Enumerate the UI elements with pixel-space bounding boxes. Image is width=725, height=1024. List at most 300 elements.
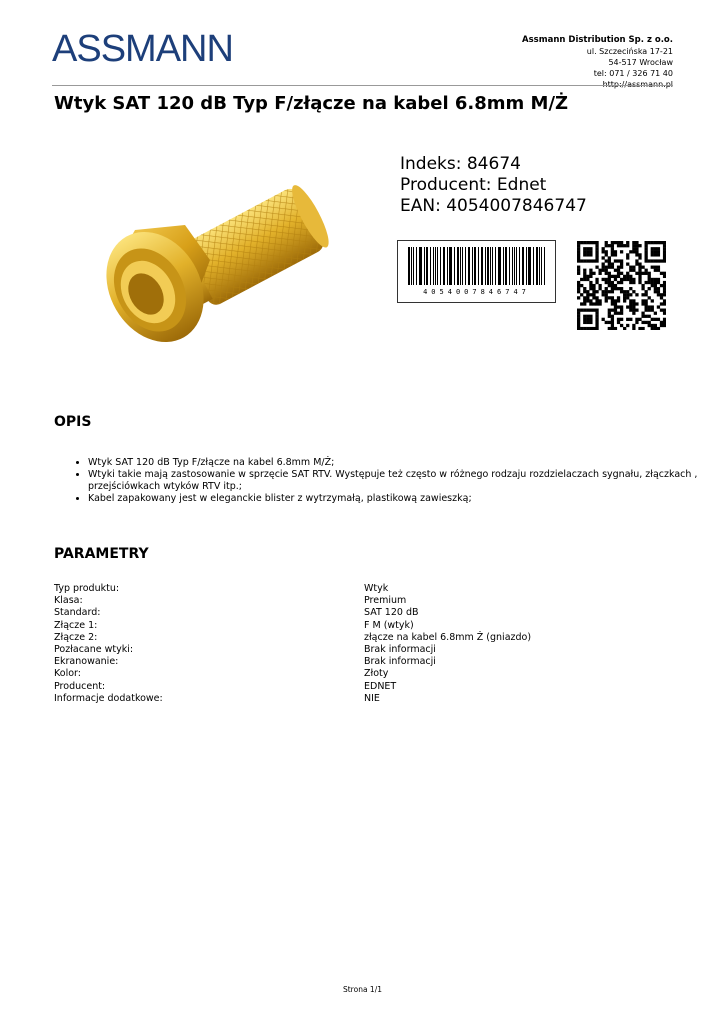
qr-module — [589, 315, 592, 318]
qr-module — [645, 302, 648, 305]
qr-module — [617, 296, 620, 299]
qr-module — [663, 259, 666, 262]
barcode-bar — [526, 247, 527, 285]
qr-module — [614, 312, 617, 315]
qr-module — [638, 281, 641, 284]
qr-module — [660, 284, 663, 287]
qr-module — [629, 266, 632, 269]
qr-module — [635, 241, 638, 244]
qr-module — [654, 253, 657, 256]
qr-module — [654, 247, 657, 250]
qr-module — [583, 253, 586, 256]
qr-module — [595, 290, 598, 293]
qr-module — [645, 290, 648, 293]
qr-module — [632, 247, 635, 250]
barcode-bar — [505, 247, 507, 285]
qr-module — [583, 259, 586, 262]
qr-module — [595, 241, 598, 244]
qr-module — [586, 293, 589, 296]
qr-module — [638, 262, 641, 265]
qr-module — [635, 247, 638, 250]
qr-module — [620, 272, 623, 275]
qr-module — [629, 299, 632, 302]
barcode-bar — [468, 247, 470, 285]
qr-module — [654, 241, 657, 244]
qr-module — [626, 305, 629, 308]
qr-module — [611, 253, 614, 256]
qr-module — [641, 284, 644, 287]
barcode-bar — [516, 247, 517, 285]
qr-module — [629, 293, 632, 296]
qr-module — [617, 312, 620, 315]
header-divider — [52, 85, 673, 86]
qr-module — [611, 318, 614, 321]
qr-module — [583, 290, 586, 293]
qr-module — [611, 324, 614, 327]
qr-module — [577, 241, 580, 244]
qr-module — [648, 309, 651, 312]
qr-module — [614, 259, 617, 262]
table-row — [54, 656, 531, 668]
barcode-bar — [492, 247, 493, 285]
qr-module — [586, 278, 589, 281]
qr-module — [589, 253, 592, 256]
qr-module — [589, 284, 592, 287]
qr-module — [657, 241, 660, 244]
param-key: Złącze 1: — [54, 619, 98, 631]
qr-module — [577, 281, 580, 284]
qr-module — [608, 315, 611, 318]
barcode-bar — [460, 247, 461, 285]
qr-module — [589, 259, 592, 262]
qr-module — [595, 253, 598, 256]
qr-module — [645, 281, 648, 284]
qr-module — [660, 302, 663, 305]
product-image — [100, 175, 335, 365]
qr-module — [586, 259, 589, 262]
qr-module — [583, 299, 586, 302]
qr-module — [645, 253, 648, 256]
qr-module — [657, 327, 660, 330]
qr-module — [608, 259, 611, 262]
qr-module — [660, 259, 663, 262]
qr-module — [598, 287, 601, 290]
qr-module — [654, 327, 657, 330]
qr-module — [592, 309, 595, 312]
qr-module — [589, 275, 592, 278]
qr-module — [595, 327, 598, 330]
qr-module — [595, 321, 598, 324]
qr-module — [626, 253, 629, 256]
qr-module — [620, 250, 623, 253]
qr-module — [611, 247, 614, 250]
qr-module — [602, 278, 605, 281]
table-row — [54, 632, 531, 644]
barcode-bar — [503, 247, 504, 285]
qr-module — [651, 299, 654, 302]
qr-module — [595, 315, 598, 318]
barcode-bar — [424, 247, 425, 285]
qr-module — [595, 312, 598, 315]
qr-module — [632, 290, 635, 293]
qr-module — [608, 275, 611, 278]
qr-module — [580, 259, 583, 262]
qr-module — [577, 272, 580, 275]
qr-module — [641, 287, 644, 290]
qr-module — [605, 272, 608, 275]
qr-module — [648, 315, 651, 318]
qr-module — [586, 327, 589, 330]
qr-module — [608, 290, 611, 293]
param-key: Informacje dodatkowe: — [54, 692, 163, 704]
qr-module — [611, 290, 614, 293]
qr-module — [645, 269, 648, 272]
page-number: Strona 1/1 — [342, 985, 382, 994]
qr-module — [629, 287, 632, 290]
qr-module — [617, 287, 620, 290]
param-value: SAT 120 dB — [364, 607, 419, 619]
qr-module — [589, 321, 592, 324]
qr-module — [648, 324, 651, 327]
qr-module — [663, 281, 666, 284]
qr-module — [611, 241, 614, 244]
qr-module — [608, 321, 611, 324]
qr-module — [629, 269, 632, 272]
qr-module — [626, 272, 629, 275]
website-link[interactable]: http://assmann.pl — [602, 80, 673, 89]
qr-module — [605, 321, 608, 324]
qr-code — [577, 241, 666, 330]
qr-module — [632, 302, 635, 305]
phone: tel: 071 / 326 71 40 — [593, 69, 673, 78]
qr-module — [651, 278, 654, 281]
qr-module — [614, 278, 617, 281]
table-row — [54, 693, 531, 705]
param-value: Brak informacji — [364, 656, 436, 668]
qr-module — [620, 312, 623, 315]
barcode-bar — [485, 247, 486, 285]
qr-module — [660, 324, 663, 327]
qr-module — [654, 269, 657, 272]
qr-module — [614, 287, 617, 290]
qr-module — [648, 321, 651, 324]
qr-module — [611, 287, 614, 290]
table-row — [54, 644, 531, 656]
qr-module — [595, 247, 598, 250]
qr-module — [648, 278, 651, 281]
qr-module — [605, 241, 608, 244]
qr-module — [632, 266, 635, 269]
qr-module — [583, 241, 586, 244]
qr-module — [632, 244, 635, 247]
barcode-bar — [512, 247, 513, 285]
barcode-bar — [522, 247, 524, 285]
qr-module — [648, 287, 651, 290]
product-producer: Producent: Ednet — [400, 175, 547, 195]
qr-module — [620, 241, 623, 244]
qr-module — [641, 315, 644, 318]
qr-module — [654, 281, 657, 284]
qr-module — [617, 244, 620, 247]
qr-module — [608, 327, 611, 330]
company-logo: ASSMANN — [52, 28, 233, 70]
barcode-bar — [430, 247, 431, 285]
qr-module — [583, 247, 586, 250]
qr-module — [605, 250, 608, 253]
qr-module — [608, 278, 611, 281]
param-value: Premium — [364, 595, 407, 607]
qr-module — [595, 324, 598, 327]
qr-module — [632, 312, 635, 315]
barcode-bar — [411, 247, 412, 285]
qr-module — [602, 290, 605, 293]
qr-module — [638, 318, 641, 321]
qr-module — [602, 293, 605, 296]
qr-module — [663, 244, 666, 247]
qr-module — [592, 302, 595, 305]
qr-module — [605, 244, 608, 247]
qr-module — [577, 321, 580, 324]
qr-module — [617, 275, 620, 278]
qr-module — [623, 293, 626, 296]
qr-module — [641, 272, 644, 275]
qr-module — [654, 290, 657, 293]
qr-module — [623, 244, 626, 247]
qr-module — [577, 309, 580, 312]
qr-module — [654, 284, 657, 287]
param-value: F M (wtyk) — [364, 619, 414, 631]
qr-module — [629, 309, 632, 312]
qr-module — [645, 315, 648, 318]
qr-module — [663, 290, 666, 293]
qr-module — [657, 247, 660, 250]
barcode-bar — [487, 247, 489, 285]
qr-module — [632, 281, 635, 284]
barcode-bars — [408, 247, 545, 285]
table-row — [54, 607, 531, 619]
qr-module — [663, 324, 666, 327]
qr-module — [589, 299, 592, 302]
qr-module — [626, 278, 629, 281]
qr-module — [651, 309, 654, 312]
qr-module — [657, 293, 660, 296]
barcode-bar — [443, 247, 445, 285]
qr-module — [583, 315, 586, 318]
qr-module — [611, 296, 614, 299]
qr-module — [632, 269, 635, 272]
qr-module — [595, 281, 598, 284]
qr-module — [651, 318, 654, 321]
qr-module — [620, 266, 623, 269]
qr-module — [611, 315, 614, 318]
qr-module — [641, 299, 644, 302]
qr-module — [660, 321, 663, 324]
barcode-bar — [416, 247, 417, 285]
qr-module — [586, 247, 589, 250]
qr-module — [663, 318, 666, 321]
qr-module — [635, 309, 638, 312]
qr-module — [651, 305, 654, 308]
qr-module — [589, 269, 592, 272]
param-key: Standard: — [54, 607, 101, 619]
qr-module — [598, 302, 601, 305]
qr-module — [583, 296, 586, 299]
qr-module — [608, 296, 611, 299]
qr-module — [586, 250, 589, 253]
qr-module — [592, 287, 595, 290]
qr-module — [651, 250, 654, 253]
qr-module — [617, 269, 620, 272]
qr-module — [602, 250, 605, 253]
qr-module — [620, 305, 623, 308]
qr-module — [635, 253, 638, 256]
qr-module — [635, 321, 638, 324]
qr-module — [617, 305, 620, 308]
opis-list — [54, 457, 708, 505]
qr-module — [592, 259, 595, 262]
qr-module — [614, 275, 617, 278]
qr-module — [645, 293, 648, 296]
parametry-heading: PARAMETRY — [54, 546, 149, 562]
qr-module — [635, 262, 638, 265]
qr-module — [663, 284, 666, 287]
qr-module — [638, 256, 641, 259]
qr-module — [620, 281, 623, 284]
qr-module — [617, 281, 620, 284]
qr-module — [605, 278, 608, 281]
param-value: EDNET — [364, 680, 397, 692]
qr-module — [577, 244, 580, 247]
product-info — [400, 154, 587, 217]
barcode-bar — [447, 247, 448, 285]
barcode-bar — [474, 247, 476, 285]
qr-module — [638, 327, 641, 330]
qr-module — [577, 256, 580, 259]
qr-module — [614, 309, 617, 312]
qr-module — [580, 309, 583, 312]
company-address — [522, 35, 673, 90]
qr-module — [614, 253, 617, 256]
barcode-bar — [465, 247, 466, 285]
qr-module — [592, 272, 595, 275]
qr-module — [663, 256, 666, 259]
qr-module — [608, 266, 611, 269]
qr-module — [577, 250, 580, 253]
qr-module — [651, 266, 654, 269]
qr-module — [605, 269, 608, 272]
qr-module — [602, 262, 605, 265]
qr-module — [608, 309, 611, 312]
barcode-bar — [435, 247, 436, 285]
qr-module — [629, 281, 632, 284]
qr-module — [623, 275, 626, 278]
qr-module — [592, 296, 595, 299]
qr-module — [620, 287, 623, 290]
qr-module — [651, 253, 654, 256]
qr-module — [614, 327, 617, 330]
qr-module — [623, 278, 626, 281]
qr-module — [663, 302, 666, 305]
qr-module — [595, 244, 598, 247]
qr-module — [611, 302, 614, 305]
qr-module — [641, 327, 644, 330]
qr-module — [635, 318, 638, 321]
qr-module — [595, 302, 598, 305]
qr-module — [608, 262, 611, 265]
qr-module — [657, 250, 660, 253]
qr-module — [589, 318, 592, 321]
qr-module — [629, 278, 632, 281]
qr-module — [663, 321, 666, 324]
qr-module — [645, 250, 648, 253]
qr-module — [598, 284, 601, 287]
qr-module — [577, 315, 580, 318]
barcode-bar — [419, 247, 422, 285]
qr-module — [611, 275, 614, 278]
qr-module — [654, 259, 657, 262]
qr-module — [586, 309, 589, 312]
qr-module — [645, 272, 648, 275]
qr-module — [617, 318, 620, 321]
qr-module — [645, 305, 648, 308]
qr-module — [635, 244, 638, 247]
qr-module — [583, 269, 586, 272]
qr-module — [660, 272, 663, 275]
qr-module — [641, 321, 644, 324]
barcode — [397, 240, 556, 303]
qr-module — [580, 327, 583, 330]
qr-module — [605, 287, 608, 290]
qr-module — [617, 299, 620, 302]
qr-module — [645, 321, 648, 324]
barcode-bar — [498, 247, 501, 285]
qr-module — [632, 299, 635, 302]
qr-module — [595, 318, 598, 321]
qr-module — [614, 241, 617, 244]
qr-module — [605, 299, 608, 302]
barcode-bar — [433, 247, 434, 285]
opis-heading: OPIS — [54, 414, 92, 430]
qr-module — [651, 241, 654, 244]
qr-module — [605, 259, 608, 262]
qr-module — [589, 241, 592, 244]
qr-module — [589, 309, 592, 312]
qr-module — [635, 259, 638, 262]
qr-module — [638, 269, 641, 272]
qr-module — [638, 266, 641, 269]
qr-module — [583, 278, 586, 281]
qr-module — [586, 299, 589, 302]
qr-module — [629, 250, 632, 253]
qr-module — [641, 312, 644, 315]
qr-module — [648, 305, 651, 308]
qr-module — [663, 299, 666, 302]
qr-module — [657, 281, 660, 284]
qr-module — [608, 244, 611, 247]
qr-module — [626, 256, 629, 259]
qr-module — [611, 262, 614, 265]
qr-module — [583, 327, 586, 330]
qr-module — [635, 272, 638, 275]
table-row — [54, 583, 531, 595]
qr-module — [617, 272, 620, 275]
qr-module — [654, 278, 657, 281]
qr-module — [645, 309, 648, 312]
barcode-bar — [437, 247, 438, 285]
qr-module — [592, 290, 595, 293]
qr-module — [632, 241, 635, 244]
qr-module — [654, 266, 657, 269]
